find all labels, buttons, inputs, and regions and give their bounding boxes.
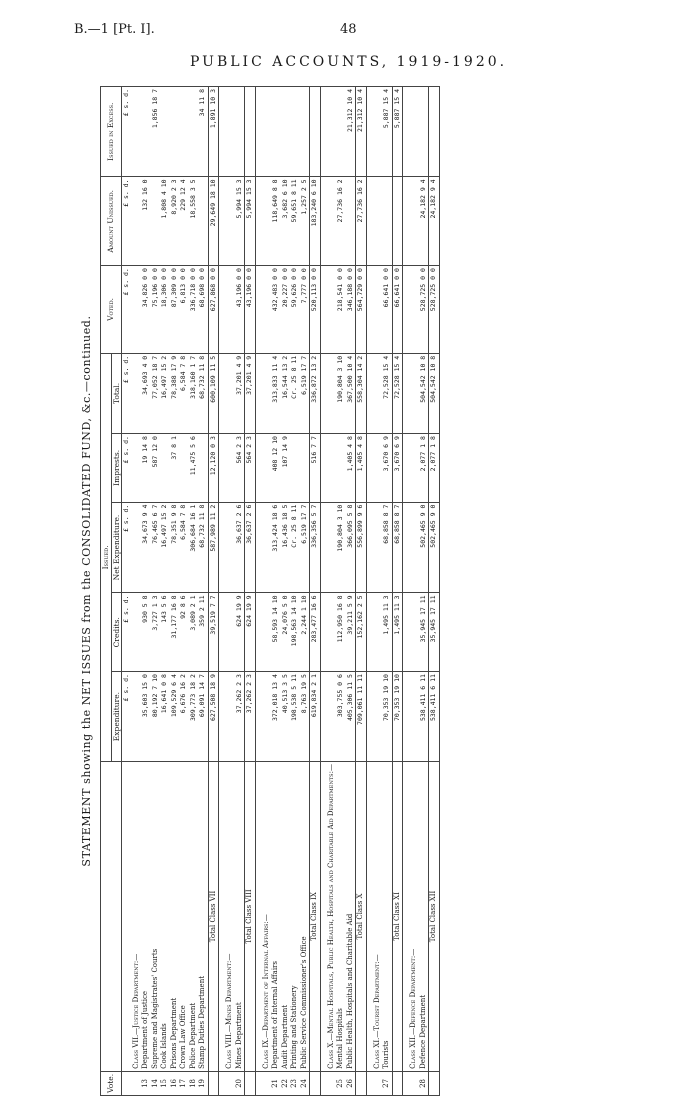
voted-cell: 627,868 0 0 bbox=[208, 266, 219, 354]
vote-number bbox=[310, 1071, 321, 1095]
credits-cell: 112,950 16 8 bbox=[336, 593, 346, 672]
expenditure-cell: 538,411 6 11 bbox=[419, 672, 429, 762]
imprests-cell: 516 7 7 bbox=[310, 434, 321, 503]
class-heading: Class VII.—Justice Department:— bbox=[132, 762, 142, 1072]
amount-unissued-cell bbox=[151, 177, 161, 266]
class-heading-row bbox=[262, 87, 272, 1096]
money-units-label: £ s. d. bbox=[122, 353, 132, 433]
statement-title: STATEMENT showing the NET ISSUES from the CONSOLIDATED FUND, &c.—continued. bbox=[80, 315, 93, 867]
amount-unissued-cell: 29,649 18 10 bbox=[208, 177, 219, 266]
amount-unissued-cell: 59,651 8 11 bbox=[290, 177, 300, 266]
department-name: Defence Department bbox=[419, 762, 429, 1072]
total-cell: 6,519 17 7 bbox=[300, 353, 310, 433]
vote-number bbox=[208, 1071, 219, 1095]
imprests-cell: 11,475 5 6 bbox=[189, 434, 199, 503]
amount-unissued-column-header: Amount Unissued. bbox=[101, 177, 122, 266]
total-cell: 313,833 11 4 bbox=[271, 353, 281, 433]
department-name: Mines Department bbox=[235, 762, 245, 1072]
vote-number bbox=[429, 1071, 440, 1095]
class-heading-row bbox=[225, 87, 235, 1096]
vote-number bbox=[245, 1071, 256, 1095]
voted-cell: 18,306 0 0 bbox=[160, 266, 170, 354]
net-expenditure-cell: 306,684 16 1 bbox=[189, 502, 199, 593]
imprests-cell bbox=[179, 434, 189, 503]
voted-cell: 68,698 0 0 bbox=[198, 266, 208, 354]
imprests-cell: 107 14 9 bbox=[281, 434, 291, 503]
total-cell: 77,052 18 7 bbox=[151, 353, 161, 433]
voted-cell: 66,641 0 0 bbox=[382, 266, 392, 354]
vote-row bbox=[235, 87, 245, 1096]
department-name: Supreme and Magistrates' Courts bbox=[151, 762, 161, 1072]
imprests-cell: 3,670 6 9 bbox=[382, 434, 392, 503]
class-heading: Class X.—Mental Hospitals, Public Health, Hospitals and Charitable Aid Departments:— bbox=[327, 762, 337, 1072]
expenditure-cell: 709,061 11 11 bbox=[356, 672, 367, 762]
amount-unissued-cell: 24,182 9 4 bbox=[419, 177, 429, 266]
total-cell: 504,542 10 8 bbox=[429, 353, 440, 433]
voted-cell: 75,196 0 0 bbox=[151, 266, 161, 354]
issued-in-excess-cell bbox=[160, 87, 170, 177]
amount-unissued-cell bbox=[198, 177, 208, 266]
voted-cell: 7,777 0 0 bbox=[300, 266, 310, 354]
voted-cell: 336,718 0 0 bbox=[189, 266, 199, 354]
total-cell: 367,500 10 4 bbox=[346, 353, 356, 433]
money-units-label: £ s. d. bbox=[122, 434, 132, 503]
issued-in-excess-cell bbox=[235, 87, 245, 177]
voted-cell: 59,626 0 0 bbox=[290, 266, 300, 354]
total-cell: 558,304 14 2 bbox=[356, 353, 367, 433]
department-name: Printing and Stationery bbox=[290, 762, 300, 1072]
class-heading: Class IX.—Department of Internal Affairs:— bbox=[262, 762, 272, 1072]
voted-cell: 218,541 0 0 bbox=[336, 266, 346, 354]
credits-cell: 143 5 6 bbox=[160, 593, 170, 672]
expenditure-cell: 8,763 19 5 bbox=[300, 672, 310, 762]
class-heading-row bbox=[373, 87, 383, 1096]
department-name: Cook Islands bbox=[160, 762, 170, 1072]
credits-cell: 2,244 1 10 bbox=[300, 593, 310, 672]
credits-cell: 1,495 11 3 bbox=[392, 593, 403, 672]
issued-in-excess-cell bbox=[271, 87, 281, 177]
department-name: Prisons Department bbox=[170, 762, 180, 1072]
class-total-row bbox=[392, 87, 403, 1096]
issued-in-excess-cell: 34 11 8 bbox=[198, 87, 208, 177]
class-heading-row bbox=[409, 87, 419, 1096]
imprests-cell: 564 2 3 bbox=[245, 434, 256, 503]
vote-number: 13 bbox=[141, 1071, 151, 1095]
credits-cell: 930 5 8 bbox=[141, 593, 151, 672]
expenditure-cell: 198,538 5 11 bbox=[290, 672, 300, 762]
expenditure-cell: 6,676 16 2 bbox=[179, 672, 189, 762]
vote-number bbox=[356, 1071, 367, 1095]
expenditure-cell: 538,411 6 11 bbox=[429, 672, 440, 762]
issued-in-excess-cell bbox=[281, 87, 291, 177]
vote-row bbox=[189, 87, 199, 1096]
net-expenditure-column-header: Net Expenditure. bbox=[111, 502, 122, 593]
expenditure-cell: 619,834 2 1 bbox=[310, 672, 321, 762]
amount-unissued-cell bbox=[392, 177, 403, 266]
vote-row bbox=[271, 87, 281, 1096]
credits-cell: 198,563 14 10 bbox=[290, 593, 300, 672]
expenditure-cell: 37,262 2 3 bbox=[245, 672, 256, 762]
imprests-cell: 2,077 1 8 bbox=[429, 434, 440, 503]
credits-cell: 39,211 5 9 bbox=[346, 593, 356, 672]
net-expenditure-cell: 556,899 9 6 bbox=[356, 502, 367, 593]
net-expenditure-cell: 68,858 8 7 bbox=[392, 502, 403, 593]
imprests-cell: 564 2 3 bbox=[235, 434, 245, 503]
class-heading-row bbox=[132, 87, 142, 1096]
class-heading: Class VIII.—Mines Department:— bbox=[225, 762, 235, 1072]
document-reference: B.—1 [Pt. I]. bbox=[74, 22, 155, 37]
class-total-row bbox=[429, 87, 440, 1096]
imprests-cell bbox=[336, 434, 346, 503]
class-total-row bbox=[208, 87, 219, 1096]
total-label: Total Class XI bbox=[392, 762, 403, 1072]
credits-cell: 3,727 1 3 bbox=[151, 593, 161, 672]
department-name: Department of Internal Affairs bbox=[271, 762, 281, 1072]
voted-cell: 87,309 0 0 bbox=[170, 266, 180, 354]
vote-row bbox=[336, 87, 346, 1096]
net-expenditure-cell: 6,519 17 7 bbox=[300, 502, 310, 593]
net-expenditure-cell: 16,436 18 5 bbox=[281, 502, 291, 593]
vote-number: 25 bbox=[336, 1071, 346, 1095]
credits-column-header: Credits. bbox=[111, 593, 122, 672]
net-expenditure-cell: 6,584 7 8 bbox=[179, 502, 189, 593]
expenditure-cell: 37,262 2 3 bbox=[235, 672, 245, 762]
expenditure-cell: 70,353 19 10 bbox=[382, 672, 392, 762]
class-heading: Class XI.—Tourist Department:— bbox=[373, 762, 383, 1072]
issued-group-header: Issued. bbox=[101, 353, 112, 761]
imprests-cell: 37 8 1 bbox=[170, 434, 180, 503]
vote-row bbox=[198, 87, 208, 1096]
issued-in-excess-cell: 5,887 15 4 bbox=[382, 87, 392, 177]
amount-unissued-cell: 1,808 4 10 bbox=[160, 177, 170, 266]
total-cell: 16,497 15 2 bbox=[160, 353, 170, 433]
amount-unissued-cell: 18,558 3 5 bbox=[189, 177, 199, 266]
total-cell: 16,544 13 2 bbox=[281, 353, 291, 433]
money-units-label: £ s. d. bbox=[122, 593, 132, 672]
rotated-statement bbox=[80, 86, 660, 1096]
expenditure-cell: 70,353 19 10 bbox=[392, 672, 403, 762]
net-expenditure-cell: 36,637 2 6 bbox=[235, 502, 245, 593]
vote-row bbox=[281, 87, 291, 1096]
net-expenditure-cell: 68,858 8 7 bbox=[382, 502, 392, 593]
voted-cell: 528,725 0 0 bbox=[419, 266, 429, 354]
credits-cell: 1,495 11 3 bbox=[382, 593, 392, 672]
page-number: 48 bbox=[340, 22, 357, 37]
total-label: Total Class VIII bbox=[245, 762, 256, 1072]
imprests-cell: 12,120 0 3 bbox=[208, 434, 219, 503]
vote-number: 17 bbox=[179, 1071, 189, 1095]
issued-in-excess-cell: 1,856 18 7 bbox=[151, 87, 161, 177]
vote-row bbox=[141, 87, 151, 1096]
page-title: PUBLIC ACCOUNTS, 1919-1920. bbox=[190, 54, 508, 70]
vote-number: 21 bbox=[271, 1071, 281, 1095]
vote-number: 22 bbox=[281, 1071, 291, 1095]
issued-in-excess-cell bbox=[179, 87, 189, 177]
vote-row bbox=[382, 87, 392, 1096]
amount-unissued-cell: 5,994 15 3 bbox=[235, 177, 245, 266]
vote-row bbox=[160, 87, 170, 1096]
issued-in-excess-cell bbox=[336, 87, 346, 177]
credits-cell: 35,945 17 11 bbox=[419, 593, 429, 672]
imprests-cell: 1,405 4 8 bbox=[346, 434, 356, 503]
net-expenditure-cell: 34,673 9 4 bbox=[141, 502, 151, 593]
credits-cell: 624 19 9 bbox=[245, 593, 256, 672]
expenditure-cell: 80,192 7 10 bbox=[151, 672, 161, 762]
department-name: Stamp Duties Department bbox=[198, 762, 208, 1072]
total-cell: 68,732 11 8 bbox=[198, 353, 208, 433]
expenditure-cell: 109,529 6 4 bbox=[170, 672, 180, 762]
issued-in-excess-cell bbox=[300, 87, 310, 177]
amount-unissued-cell: 24,182 9 4 bbox=[429, 177, 440, 266]
vote-number bbox=[392, 1071, 403, 1095]
voted-column-header: Voted. bbox=[101, 266, 122, 354]
voted-cell: 34,826 0 0 bbox=[141, 266, 151, 354]
table-body bbox=[122, 87, 440, 1096]
voted-cell: 43,196 0 0 bbox=[245, 266, 256, 354]
vote-number: 18 bbox=[189, 1071, 199, 1095]
department-name: Public Health, Hospitals and Charitable Aid bbox=[346, 762, 356, 1072]
net-expenditure-cell: 366,095 5 8 bbox=[346, 502, 356, 593]
credits-cell: 152,162 2 5 bbox=[356, 593, 367, 672]
amount-unissued-cell bbox=[382, 177, 392, 266]
description-column-header bbox=[101, 762, 122, 1072]
total-cell: 318,160 1 7 bbox=[189, 353, 199, 433]
total-column-header: Total. bbox=[111, 353, 122, 433]
department-name: Crown Law Office bbox=[179, 762, 189, 1072]
department-name: Department of Justice bbox=[141, 762, 151, 1072]
imprests-cell: 408 12 10 bbox=[271, 434, 281, 503]
credits-cell: 35,945 17 11 bbox=[429, 593, 440, 672]
vote-number: 26 bbox=[346, 1071, 356, 1095]
credits-cell: 3,089 2 1 bbox=[189, 593, 199, 672]
imprests-cell bbox=[160, 434, 170, 503]
vote-number: 14 bbox=[151, 1071, 161, 1095]
total-label: Total Class IX bbox=[310, 762, 321, 1072]
total-cell: 72,528 15 4 bbox=[392, 353, 403, 433]
credits-cell: 283,477 16 6 bbox=[310, 593, 321, 672]
issued-in-excess-cell: 5,887 15 4 bbox=[392, 87, 403, 177]
net-expenditure-cell: 587,989 11 2 bbox=[208, 502, 219, 593]
amount-unissued-cell: 118,649 8 8 bbox=[271, 177, 281, 266]
net-issues-table bbox=[100, 86, 440, 1096]
vote-number: 24 bbox=[300, 1071, 310, 1095]
total-cell: 37,201 4 9 bbox=[245, 353, 256, 433]
department-name: Audit Department bbox=[281, 762, 291, 1072]
amount-unissued-cell: 132 16 0 bbox=[141, 177, 151, 266]
money-units-label: £ s. d. bbox=[122, 266, 132, 354]
total-cell: 190,804 3 10 bbox=[336, 353, 346, 433]
amount-unissued-cell: 229 12 4 bbox=[179, 177, 189, 266]
vote-row bbox=[300, 87, 310, 1096]
voted-cell: 346,188 0 0 bbox=[346, 266, 356, 354]
net-expenditure-cell: 78,351 9 8 bbox=[170, 502, 180, 593]
vote-number: 16 bbox=[170, 1071, 180, 1095]
issued-in-excess-cell bbox=[245, 87, 256, 177]
issued-in-excess-cell: 21,312 10 4 bbox=[346, 87, 356, 177]
expenditure-cell: 372,018 13 4 bbox=[271, 672, 281, 762]
money-units-row bbox=[122, 87, 132, 1096]
imprests-cell: 19 14 8 bbox=[141, 434, 151, 503]
expenditure-cell: 405,306 11 5 bbox=[346, 672, 356, 762]
net-expenditure-cell: 36,637 2 6 bbox=[245, 502, 256, 593]
issued-in-excess-cell bbox=[189, 87, 199, 177]
vote-number: 19 bbox=[198, 1071, 208, 1095]
total-label: Total Class X bbox=[356, 762, 367, 1072]
imprests-column-header: Imprests. bbox=[111, 434, 122, 503]
total-cell: 600,109 11 5 bbox=[208, 353, 219, 433]
vote-number: 15 bbox=[160, 1071, 170, 1095]
vote-row bbox=[346, 87, 356, 1096]
issued-in-excess-cell bbox=[290, 87, 300, 177]
net-expenditure-cell: 76,465 6 7 bbox=[151, 502, 161, 593]
vote-row bbox=[151, 87, 161, 1096]
vote-row bbox=[179, 87, 189, 1096]
voted-cell: 43,196 0 0 bbox=[235, 266, 245, 354]
money-units-label: £ s. d. bbox=[122, 177, 132, 266]
class-heading: Class XII.—Defence Department:— bbox=[409, 762, 419, 1072]
issued-in-excess-cell bbox=[310, 87, 321, 177]
credits-cell: 58,593 14 10 bbox=[271, 593, 281, 672]
issued-in-excess-cell: 21,312 10 4 bbox=[356, 87, 367, 177]
voted-cell: 6,813 0 0 bbox=[179, 266, 189, 354]
imprests-cell: 1,405 4 8 bbox=[356, 434, 367, 503]
total-label: Total Class VII bbox=[208, 762, 219, 1072]
issued-in-excess-cell bbox=[170, 87, 180, 177]
imprests-cell: 587 12 0 bbox=[151, 434, 161, 503]
expenditure-cell: 35,603 15 0 bbox=[141, 672, 151, 762]
vote-number: 20 bbox=[235, 1071, 245, 1095]
total-cell: 72,528 15 4 bbox=[382, 353, 392, 433]
expenditure-cell: 69,091 14 7 bbox=[198, 672, 208, 762]
voted-cell: 432,483 0 0 bbox=[271, 266, 281, 354]
money-units-label: £ s. d. bbox=[122, 502, 132, 593]
expenditure-column-header: Expenditure. bbox=[111, 672, 122, 762]
total-cell: 336,872 13 2 bbox=[310, 353, 321, 433]
class-total-row bbox=[245, 87, 256, 1096]
total-label: Total Class XII bbox=[429, 762, 440, 1072]
imprests-cell bbox=[290, 434, 300, 503]
expenditure-cell: 16,641 0 8 bbox=[160, 672, 170, 762]
amount-unissued-cell: 183,240 6 10 bbox=[310, 177, 321, 266]
vote-number: 27 bbox=[382, 1071, 392, 1095]
amount-unissued-cell: 1,257 2 5 bbox=[300, 177, 310, 266]
credits-cell: 31,177 16 8 bbox=[170, 593, 180, 672]
total-cell: 37,201 4 9 bbox=[235, 353, 245, 433]
amount-unissued-cell: 5,994 15 3 bbox=[245, 177, 256, 266]
voted-cell: 20,227 0 0 bbox=[281, 266, 291, 354]
issued-in-excess-column-header: Issued in Excess. bbox=[101, 87, 122, 177]
vote-number: 23 bbox=[290, 1071, 300, 1095]
credits-cell: 359 2 11 bbox=[198, 593, 208, 672]
credits-cell: 92 8 6 bbox=[179, 593, 189, 672]
imprests-cell: 2,077 1 8 bbox=[419, 434, 429, 503]
voted-cell: 528,725 0 0 bbox=[429, 266, 440, 354]
expenditure-cell: 40,513 3 5 bbox=[281, 672, 291, 762]
vote-row bbox=[419, 87, 429, 1096]
class-total-row bbox=[310, 87, 321, 1096]
issued-in-excess-cell bbox=[429, 87, 440, 177]
department-name: Police Department bbox=[189, 762, 199, 1072]
amount-unissued-cell: 8,920 2 3 bbox=[170, 177, 180, 266]
total-cell: Cr. 25 8 11 bbox=[290, 353, 300, 433]
voted-cell: 564,729 0 0 bbox=[356, 266, 367, 354]
net-expenditure-cell: 68,732 11 8 bbox=[198, 502, 208, 593]
credits-cell: 39,519 7 7 bbox=[208, 593, 219, 672]
department-name: Public Service Commissioner's Office bbox=[300, 762, 310, 1072]
total-cell: 34,693 4 0 bbox=[141, 353, 151, 433]
total-cell: 6,584 7 8 bbox=[179, 353, 189, 433]
net-expenditure-cell: 336,356 5 7 bbox=[310, 502, 321, 593]
class-total-row bbox=[356, 87, 367, 1096]
money-units-label: £ s. d. bbox=[122, 672, 132, 762]
net-expenditure-cell: 502,465 9 0 bbox=[429, 502, 440, 593]
imprests-cell bbox=[300, 434, 310, 503]
issued-in-excess-cell: 1,891 10 3 bbox=[208, 87, 219, 177]
expenditure-cell: 309,773 18 2 bbox=[189, 672, 199, 762]
expenditure-cell: 627,508 18 9 bbox=[208, 672, 219, 762]
department-name: Tourists bbox=[382, 762, 392, 1072]
department-name: Mental Hospitals bbox=[336, 762, 346, 1072]
vote-number: 28 bbox=[419, 1071, 429, 1095]
expenditure-cell: 303,755 0 6 bbox=[336, 672, 346, 762]
vote-row bbox=[170, 87, 180, 1096]
total-cell: 78,388 17 9 bbox=[170, 353, 180, 433]
voted-cell: 520,113 0 0 bbox=[310, 266, 321, 354]
credits-cell: 24,076 5 0 bbox=[281, 593, 291, 672]
voted-cell: 66,641 0 0 bbox=[392, 266, 403, 354]
issued-in-excess-cell bbox=[419, 87, 429, 177]
amount-unissued-cell: 27,736 16 2 bbox=[336, 177, 346, 266]
net-expenditure-cell: 190,804 3 10 bbox=[336, 502, 346, 593]
vote-row bbox=[290, 87, 300, 1096]
net-expenditure-cell: 16,497 15 2 bbox=[160, 502, 170, 593]
amount-unissued-cell: 27,736 16 2 bbox=[356, 177, 367, 266]
class-heading-row bbox=[327, 87, 337, 1096]
amount-unissued-cell: 3,682 6 10 bbox=[281, 177, 291, 266]
imprests-cell: 3,670 6 9 bbox=[392, 434, 403, 503]
issued-in-excess-cell bbox=[141, 87, 151, 177]
net-expenditure-cell: Cr. 25 8 11 bbox=[290, 502, 300, 593]
credits-cell: 624 19 9 bbox=[235, 593, 245, 672]
vote-column-header: Vote. bbox=[101, 1071, 122, 1095]
net-expenditure-cell: 502,465 9 0 bbox=[419, 502, 429, 593]
amount-unissued-cell bbox=[346, 177, 356, 266]
net-expenditure-cell: 313,424 18 6 bbox=[271, 502, 281, 593]
imprests-cell bbox=[198, 434, 208, 503]
money-units-label: £ s. d. bbox=[122, 87, 132, 177]
total-cell: 504,542 10 8 bbox=[419, 353, 429, 433]
